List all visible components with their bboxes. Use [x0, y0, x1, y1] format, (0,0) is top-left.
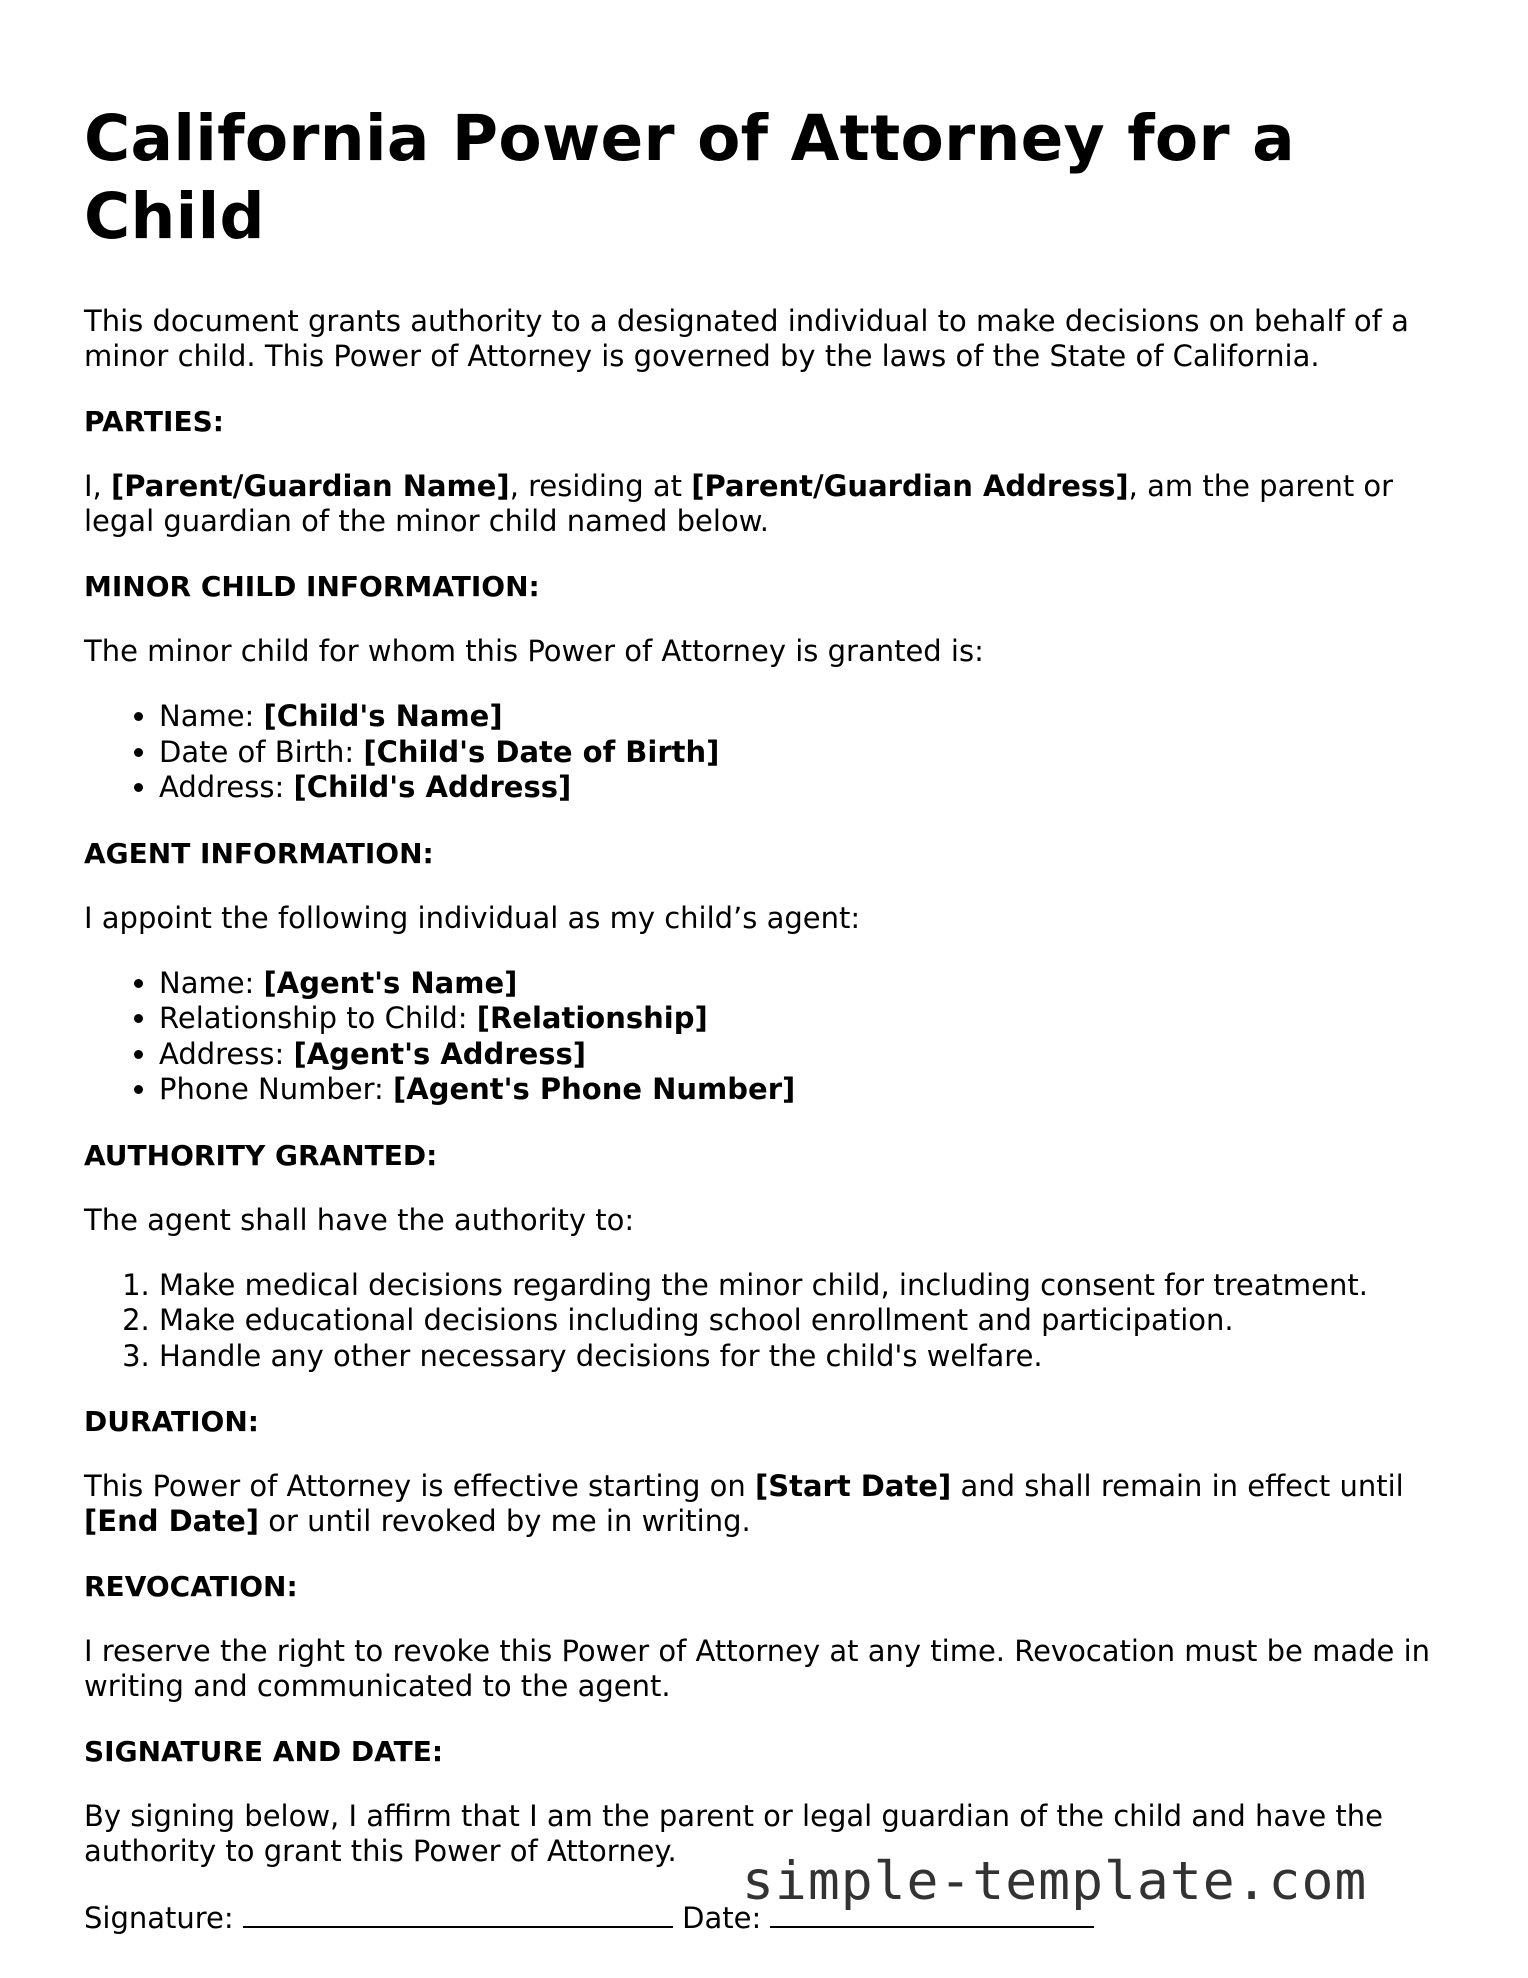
date-label: Date:	[672, 1901, 771, 1935]
signature-label: Signature:	[84, 1901, 243, 1935]
duration-mid: and shall remain in effect until	[951, 1469, 1404, 1503]
start-date-field: [Start Date]	[754, 1469, 952, 1503]
child-address-field: [Child's Address]	[293, 770, 572, 804]
authority-list	[84, 1268, 1464, 1375]
agent-name-field: [Agent's Name]	[263, 965, 518, 1000]
item-label: Address:	[159, 770, 294, 804]
minor-heading: MINOR CHILD INFORMATION:	[84, 570, 540, 603]
item-label: Phone Number:	[159, 1072, 394, 1106]
authority-heading: AUTHORITY GRANTED:	[84, 1138, 438, 1172]
duration-pre: This Power of Attorney is effective starting on	[84, 1469, 755, 1503]
agent-info-list	[84, 966, 1464, 1108]
end-date-field: [End Date]	[84, 1504, 259, 1538]
parties-mid: , residing at	[509, 469, 692, 503]
item-label: Address:	[159, 1036, 294, 1071]
list-item: 3. Handle any other necessary decisions for the child's welfare.	[159, 1339, 1464, 1375]
list-item	[159, 699, 1464, 735]
relationship-field: [Relationship]	[476, 1001, 708, 1035]
agent-heading: AGENT INFORMATION:	[84, 836, 434, 870]
parties-post: , am the parent or legal guardian of the minor child named below.	[84, 469, 1394, 538]
list-item	[159, 1001, 1464, 1037]
duration-post: or until revoked by me in writing.	[259, 1504, 751, 1538]
parent-name-field: [Parent/Guardian Name]	[111, 469, 510, 503]
watermark: simple-template.com	[742, 1851, 1368, 1912]
minor-info-list	[84, 699, 1464, 806]
document-page	[84, 100, 1464, 1936]
authority-intro: The agent shall have the authority to:	[84, 1202, 635, 1237]
intro-paragraph: This document grants authority to a designated individual to make decisions on behalf of a minor child. This Power of Attorney is governed by the laws of the State of California.	[84, 304, 1409, 373]
revocation-heading: REVOCATION:	[84, 1570, 298, 1603]
list-item	[159, 770, 1464, 806]
list-item: 1. Make medical decisions regarding the minor child, including consent for treatment.	[159, 1268, 1464, 1304]
list-item	[159, 1037, 1464, 1073]
child-dob-field: [Child's Date of Birth]	[363, 734, 720, 769]
parent-address-field: [Parent/Guardian Address]	[691, 469, 1129, 503]
duration-heading: DURATION:	[84, 1405, 259, 1438]
child-name-field: [Child's Name]	[263, 699, 503, 733]
signature-heading: SIGNATURE AND DATE:	[84, 1735, 444, 1768]
revocation-paragraph: I reserve the right to revoke this Power of Attorney at any time. Revocation must be made in writing and communicated to the agent.	[84, 1634, 1431, 1703]
agent-address-field: [Agent's Address]	[293, 1036, 587, 1071]
minor-intro: The minor child for whom this Power of Attorney is granted is:	[84, 634, 984, 668]
item-label: Name:	[159, 965, 264, 1000]
signature-paragraph: By signing below, I affirm that I am the parent or legal guardian of the child and have the authority to grant this Power of Attorney.	[84, 1799, 1383, 1868]
list-item: 2. Make educational decisions including school enrollment and participation.	[159, 1303, 1464, 1339]
signature-blank[interactable]	[243, 1899, 673, 1928]
parties-pre: I,	[84, 469, 111, 503]
agent-phone-field: [Agent's Phone Number]	[393, 1072, 796, 1106]
item-label: Date of Birth:	[159, 734, 364, 769]
document-title: California Power of Attorney for a Child	[84, 102, 1295, 253]
duration-paragraph	[84, 1469, 1464, 1539]
parties-heading: PARTIES:	[84, 405, 224, 438]
list-item	[159, 735, 1464, 771]
parties-paragraph	[84, 469, 1464, 539]
list-item	[159, 1072, 1464, 1108]
item-label: Relationship to Child:	[159, 1001, 477, 1035]
agent-intro: I appoint the following individual as my child’s agent:	[84, 900, 861, 935]
list-item	[159, 966, 1464, 1002]
item-label: Name:	[159, 699, 264, 733]
